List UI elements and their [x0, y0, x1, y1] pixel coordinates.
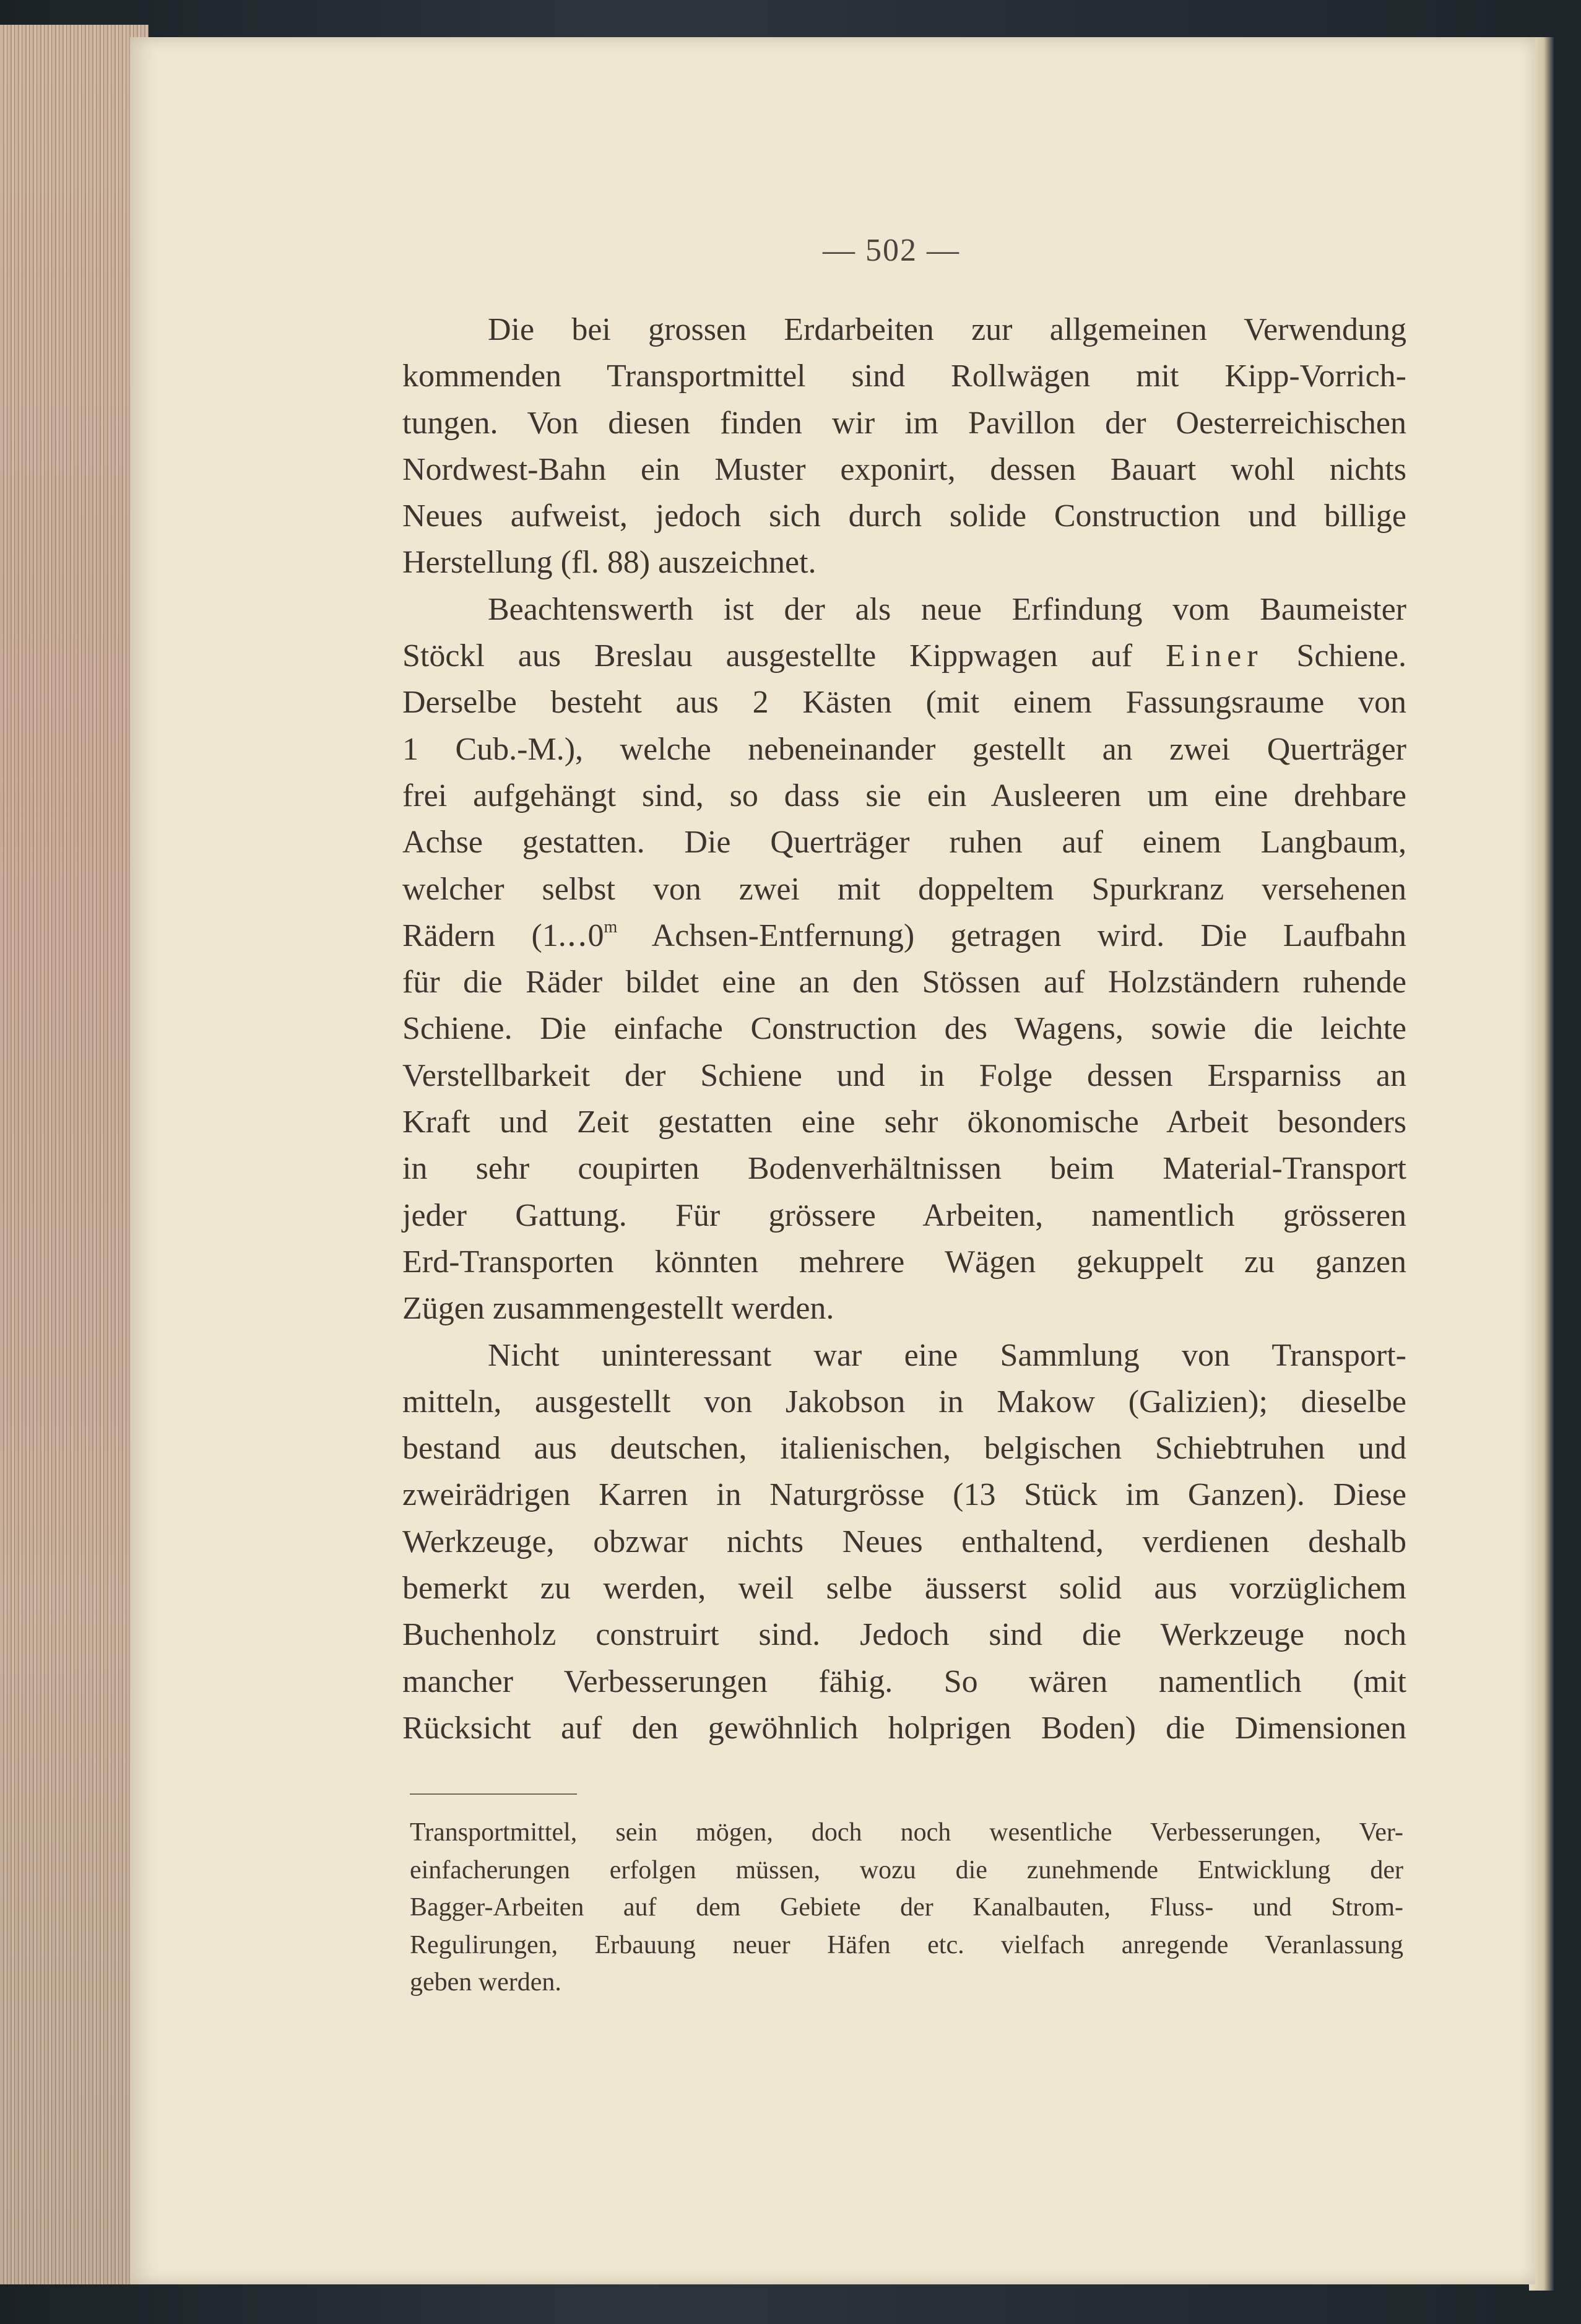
text-line: tungen. Von diesen finden wir im Pavillon der Oesterreichischen: [402, 405, 1406, 441]
text-line: Nicht uninteressant war eine Sammlung von Transport-: [488, 1337, 1406, 1373]
text-line: Nordwest-Bahn ein Muster exponirt, dessen Bauart wohl nichts: [402, 451, 1406, 487]
text-line: Neues aufweist, jedoch sich durch solide Construction und billige: [402, 498, 1406, 534]
text-line: Buchenholz construirt sind. Jedoch sind die Werkzeuge noch: [402, 1617, 1406, 1653]
text-line-with-measure: [402, 913, 1406, 959]
page-edges-stain: [0, 25, 149, 2284]
text-line: mancher Verbesserungen fähig. So wären namentlich (mit: [402, 1663, 1406, 1699]
text-segment: Stöckl aus Breslau ausgestellte Kippwagen auf: [402, 638, 1133, 674]
text-line: Die bei grossen Erdarbeiten zur allgemeinen Verwendung: [488, 312, 1406, 347]
text-line: 1 Cub.-M.), welche nebeneinander gestellt an zwei Querträger: [402, 731, 1406, 767]
footnote-line: Regulirungen, Erbauung neuer Häfen etc. vielfach anregende Veranlassung: [410, 1930, 1403, 1959]
page-number: — 502 —: [823, 233, 960, 268]
text-segment: Rädern (1.: [402, 917, 566, 953]
body-text: [402, 306, 1406, 1751]
measure-unit: m: [604, 917, 618, 937]
footnote-line: geben werden.: [410, 1968, 561, 1997]
text-line: bestand aus deutschen, italienischen, belgischen Schiebtruhen und: [402, 1431, 1406, 1467]
text-line: Rücksicht auf den gewöhnlich holprigen Boden) die Dimensionen: [402, 1710, 1406, 1746]
footnote-line: Bagger-Arbeiten auf dem Gebiete der Kanalbauten, Fluss- und Strom-: [410, 1893, 1403, 1922]
text-line: Erd-Transporten könnten mehrere Wägen gekuppelt zu ganzen: [402, 1244, 1406, 1280]
text-line: Schiene. Die einfache Construction des Wagens, sowie die leichte: [402, 1011, 1406, 1047]
text-line: frei aufgehängt sind, so dass sie ein Ausleeren um eine drehbare: [402, 778, 1406, 813]
text-line-with-spaced-word: [402, 633, 1406, 679]
text-line: Zügen zusammengestellt werden.: [402, 1291, 834, 1327]
text-line: in sehr coupirten Bodenverhältnissen beim Material-Transport: [402, 1151, 1406, 1187]
text-line: Derselbe besteht aus 2 Kästen (mit einem Fassungsraume von: [402, 685, 1406, 721]
text-line: welcher selbst von zwei mit doppeltem Spurkranz versehenen: [402, 871, 1406, 907]
text-line: Beachtenswerth ist der als neue Erfindung vom Baumeister: [488, 591, 1406, 627]
text-line: zweirädrigen Karren in Naturgrösse (13 Stück im Ganzen). Diese: [402, 1477, 1406, 1513]
footnote-line: einfacherungen erfolgen müssen, wozu die zunehmende Entwicklung der: [410, 1855, 1403, 1884]
footnote: [410, 1814, 1403, 2001]
text-line: für die Räder bildet eine an den Stössen auf Holzständern ruhende: [402, 965, 1406, 1000]
text-line: mitteln, ausgestellt von Jakobson in Makow (Galizien); dieselbe: [402, 1384, 1406, 1420]
footnote-rule: [410, 1793, 577, 1795]
text-line: jeder Gattung. Für grössere Arbeiten, namentlich grösseren: [402, 1197, 1406, 1233]
text-line: kommenden Transportmittel sind Rollwägen mit Kipp-Vorrich-: [402, 358, 1406, 394]
text-segment: Achsen-Entfernung) getragen wird. Die Laufbahn: [617, 917, 1406, 953]
emphasized-word: Einer: [1165, 638, 1263, 674]
text-line: Kraft und Zeit gestatten eine sehr ökonomische Arbeit besonders: [402, 1104, 1406, 1140]
text-segment: Schiene.: [1263, 638, 1407, 674]
text-line: Verstellbarkeit der Schiene und in Folge dessen Ersparniss an: [402, 1057, 1406, 1093]
text-line: Herstellung (fl. 88) auszeichnet.: [402, 545, 816, 581]
footnote-line: Transportmittel, sein mögen, doch noch wesentliche Verbesserungen, Ver-: [410, 1818, 1403, 1847]
measure-value: ‥0: [566, 917, 604, 953]
text-line: Werkzeuge, obzwar nichts Neues enthaltend, verdienen deshalb: [402, 1524, 1406, 1559]
text-line: Achse gestatten. Die Querträger ruhen auf einem Langbaum,: [402, 825, 1406, 861]
text-line: bemerkt zu werden, weil selbe äusserst solid aus vorzüglichem: [402, 1571, 1406, 1606]
